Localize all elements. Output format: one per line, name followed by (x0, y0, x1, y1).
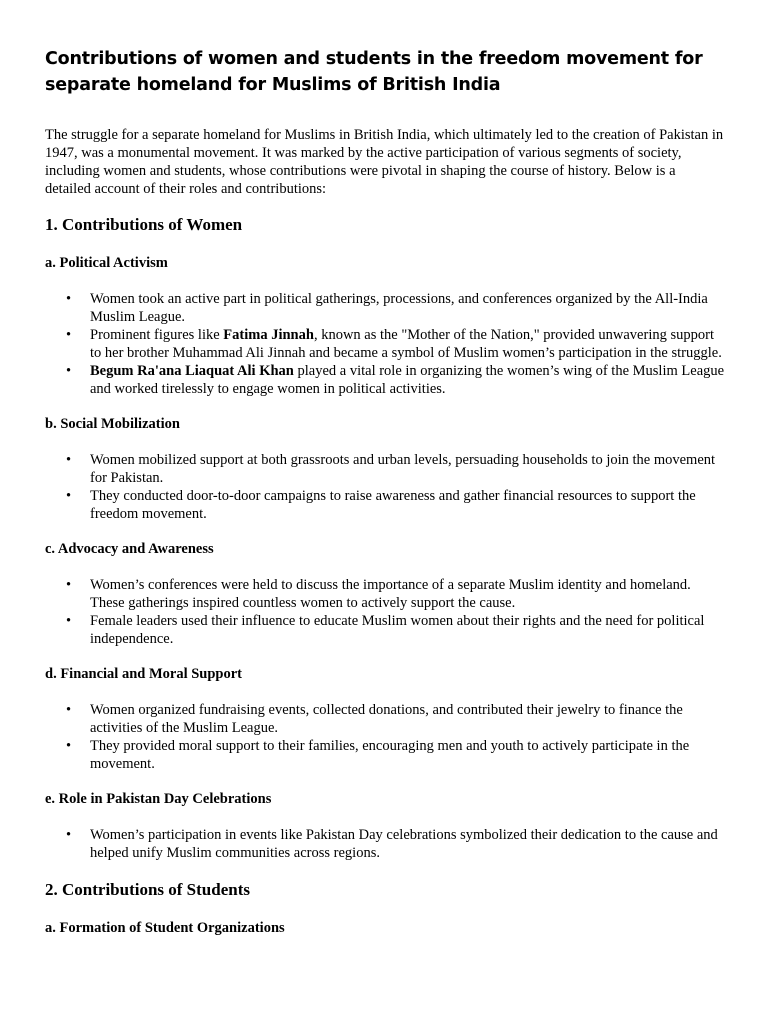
bullet-list (45, 826, 725, 862)
list-item (90, 326, 725, 362)
item-text: , known as the "Mother of the Nation," provided unwavering support to her brother Muhammad Ali Jinnah and became a symbol of Muslim women’s participation in the struggle. (90, 327, 722, 361)
subsection-heading: a. Formation of Student Organizations (45, 920, 285, 936)
list-item (90, 290, 725, 326)
subsection-heading: a. Political Activism (45, 255, 168, 271)
list-item (90, 826, 725, 862)
item-bold-name: Begum Ra'ana Liaquat Ali Khan (90, 363, 294, 379)
list-item (90, 737, 725, 773)
item-text: played a vital role in organizing the women’s wing of the Muslim League and worked tirelessly to engage women in political activities. (90, 363, 725, 397)
list-item (90, 487, 725, 523)
subsection-heading: c. Advocacy and Awareness (45, 541, 214, 557)
item-text: Women organized fundraising events, collected donations, and contributed their jewelry to finance the activities of the Muslim League. (90, 702, 683, 736)
list-item (90, 576, 725, 612)
bullet-list (45, 701, 725, 773)
item-text: Women’s participation in events like Pakistan Day celebrations symbolized their dedication to the cause and helped unify Muslim communities across regions. (90, 827, 718, 861)
bullet-list (45, 290, 725, 398)
item-text: Women took an active part in political gatherings, processions, and conferences organized by the All-India Muslim League. (90, 291, 708, 325)
document-page (45, 46, 725, 955)
list-item (90, 451, 725, 487)
intro-paragraph: The struggle for a separate homeland for Muslims in British India, which ultimately led to the creation of Pakistan in 1947, was a monumental movement. It was marked by the active participation of various segments of society, including women and students, whose contributions were pivotal in shaping the course of history. Below is a detailed account of their roles and contributions: (45, 127, 724, 197)
bullet-list (45, 451, 725, 523)
item-text: They provided moral support to their families, encouraging men and youth to actively participate in the movement. (90, 738, 690, 772)
item-text: They conducted door-to-door campaigns to raise awareness and gather financial resources to support the freedom movement. (90, 488, 696, 522)
list-item (90, 612, 725, 648)
section-heading: 2. Contributions of Students (45, 880, 250, 899)
document-sections (45, 214, 725, 937)
item-text: Women mobilized support at both grassroots and urban levels, persuading households to join the movement for Pakistan. (90, 452, 716, 486)
bullet-list (45, 576, 725, 648)
subsection-heading: e. Role in Pakistan Day Celebrations (45, 791, 272, 807)
subsection-heading: b. Social Mobilization (45, 416, 180, 432)
item-text: Prominent figures like (90, 327, 224, 343)
item-text: Women’s conferences were held to discuss the importance of a separate Muslim identity and homeland. These gatherings inspired countless women to actively support the cause. (90, 577, 691, 611)
item-bold-name: Fatima Jinnah (223, 327, 314, 343)
list-item (90, 362, 725, 398)
section-heading: 1. Contributions of Women (45, 215, 243, 234)
list-item (90, 701, 725, 737)
item-text: Female leaders used their influence to educate Muslim women about their rights and the need for political independence. (90, 613, 705, 647)
document-title: Contributions of women and students in the freedom movement for separate homeland for Muslims of British India (45, 49, 703, 95)
subsection-heading: d. Financial and Moral Support (45, 666, 242, 682)
